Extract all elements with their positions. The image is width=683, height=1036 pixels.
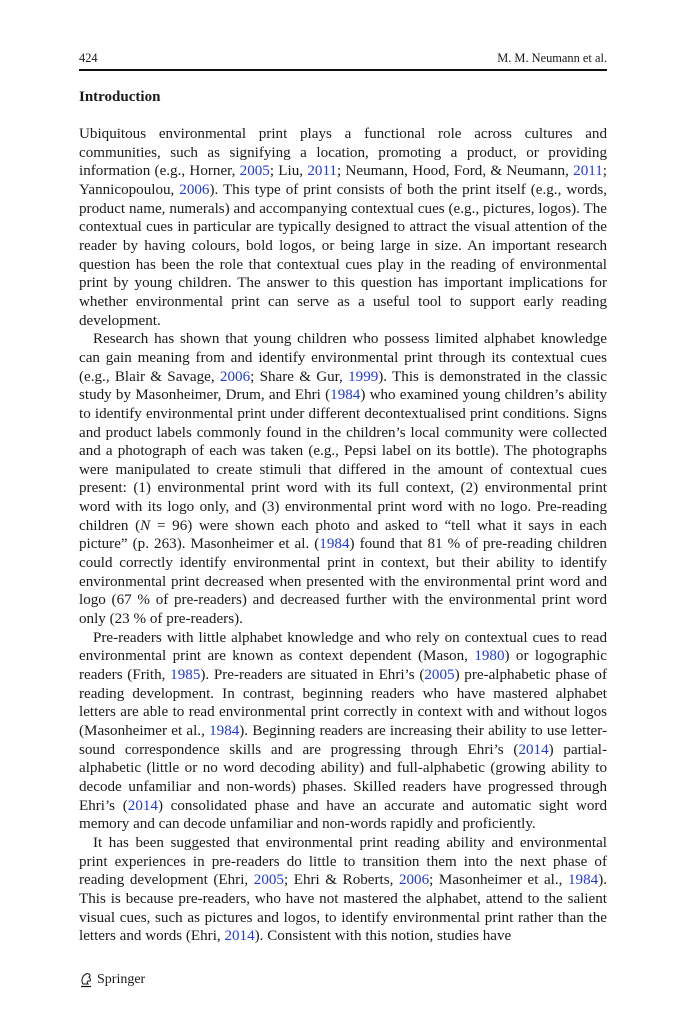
text-run: ; Liu,: [269, 163, 308, 180]
running-head: [79, 50, 607, 66]
text-run: ; Yannicopoulou,: [79, 163, 607, 198]
citation-link[interactable]: 2011: [307, 163, 337, 180]
running-head-authors: M. M. Neumann et al.: [497, 51, 607, 65]
paragraph: [79, 834, 607, 946]
citation-link[interactable]: 1985: [170, 667, 201, 684]
text-run: ). Pre-readers are situated in Ehri’s (: [200, 667, 425, 684]
text-run: ). Beginning readers are increasing their ability to use letter-sound correspondence skills and are progressing through Ehri’s (: [79, 723, 607, 758]
citation-link[interactable]: 1984: [330, 387, 361, 404]
text-run: Pre-readers with little alphabet knowledge and who rely on contextual cues to read environmental print are known as context dependent (Mason,: [79, 629, 607, 665]
citation-link[interactable]: 1984: [209, 723, 240, 739]
text-run: Research has shown that young children who possess limited alphabet knowledge can gain meaning from and identify environmental print through its contextual cues (e.g., Blair & Savage,: [79, 331, 607, 385]
text-run: ). This type of print consists of both the print itself (e.g., words, product name, numerals) and accompanying contextual cues (e.g., pictures, logos). The contextual cues in particular are typically designed to attract the visual attention of the reader by having colours, bold logos, or being large in size. An important research question has been the role that contextual cues play in the reading of environmental print by young children. The answer to this question has important implications for whether environmental print can serve as a useful tool to support early reading development.: [79, 181, 607, 329]
text-run: ). Consistent with this notion, studies have: [254, 928, 512, 945]
body-text: [79, 125, 607, 946]
citation-link[interactable]: 2005: [253, 872, 284, 889]
text-run: ) or logographic readers (Frith,: [79, 648, 607, 684]
italic-text: N: [140, 517, 151, 534]
text-run: ) consolidated phase and have an accurate and automatic sight word memory and can decode unfamiliar and non-words rapidly and proficiently.: [79, 797, 608, 833]
text-run: = 96) were shown each photo and asked to “tell what it says in each picture” (p. 263). Masonheimer et al. (: [79, 517, 607, 553]
citation-link[interactable]: 2014: [518, 741, 549, 758]
text-run: ) found that 81 % of pre-reading children could correctly identify environmental print in context, but their ability to identify environmental print decreased when presented with the environmental print word and logo (67 % of pre-readers) and decreased further with the environmental print word only (23 % of pre-readers).: [79, 536, 607, 628]
citation-link[interactable]: 2006: [179, 181, 210, 198]
text-run: ; Masonheimer et al.,: [429, 872, 568, 889]
citation-link[interactable]: 1984: [319, 536, 350, 553]
header-rule: [79, 69, 607, 71]
text-run: ; Share & Gur,: [250, 368, 349, 385]
citation-link[interactable]: 2014: [224, 928, 255, 945]
section-title: Introduction: [79, 89, 161, 105]
text-run: ). This is demonstrated in the classic study by Masonheimer, Drum, and Ehri (: [79, 368, 607, 404]
paragraph: [79, 330, 607, 629]
paragraph: [79, 125, 607, 330]
citation-link[interactable]: 2005: [424, 667, 455, 684]
text-run: ). This is because pre-readers, who have not mastered the alphabet, attend to the salient visual cues, such as pictures and logos, to identify environmental print rather than the letters and words (Ehri,: [79, 872, 607, 945]
springer-horse-icon: [79, 972, 93, 988]
text-run: ) who examined young children’s ability to identify environmental print under different decontextualised print conditions. Signs and product labels commonly found in the children’s local community were collected and a photograph of each was taken (e.g., Pepsi label on its bottle). The photographs were manipulated to create stimuli that differed in the amount of contextual cues present: (1) environmental print word with its full context, (2) environmental print word with its logo only, and (3) environmental print word with no logo. Pre-reading children (: [79, 387, 607, 534]
citation-link[interactable]: 2006: [219, 368, 251, 385]
citation-link[interactable]: 1980: [474, 648, 505, 665]
paragraph: [79, 629, 607, 834]
citation-link[interactable]: 2005: [239, 163, 270, 180]
text-run: ) pre-alphabetic phase of reading development. In contrast, beginning readers who have mastered alphabet letters are able to read environmental print correctly in context with and without logos (Masonheimer et al.,: [79, 667, 607, 739]
citation-link[interactable]: 2006: [398, 872, 430, 889]
text-run: ; Neumann, Hood, Ford, & Neumann,: [336, 163, 574, 180]
publisher-name: Springer: [97, 972, 146, 987]
citation-link[interactable]: 2011: [573, 163, 603, 180]
citation-link[interactable]: 2014: [127, 797, 158, 814]
text-run: It has been suggested that environmental print reading ability and environmental print experiences in pre-readers do little to transition them into the next phase of reading development (Ehri,: [79, 834, 607, 889]
text-run: ) partial-alphabetic (little or no word decoding ability) and full-alphabetic (growing ability to decode unfamiliar and non-words) phases. Skilled readers have progressed through Ehri’s (: [79, 741, 607, 814]
footer: [79, 970, 145, 990]
citation-link[interactable]: 1999: [348, 368, 379, 385]
text-run: Ubiquitous environmental print plays a functional role across cultures and communities, such as signifying a location, promoting a product, or providing information (e.g., Horner,: [79, 126, 607, 180]
citation-link[interactable]: 1984: [568, 872, 599, 889]
text-run: ; Ehri & Roberts,: [283, 872, 399, 889]
page-number: 424: [79, 51, 98, 65]
